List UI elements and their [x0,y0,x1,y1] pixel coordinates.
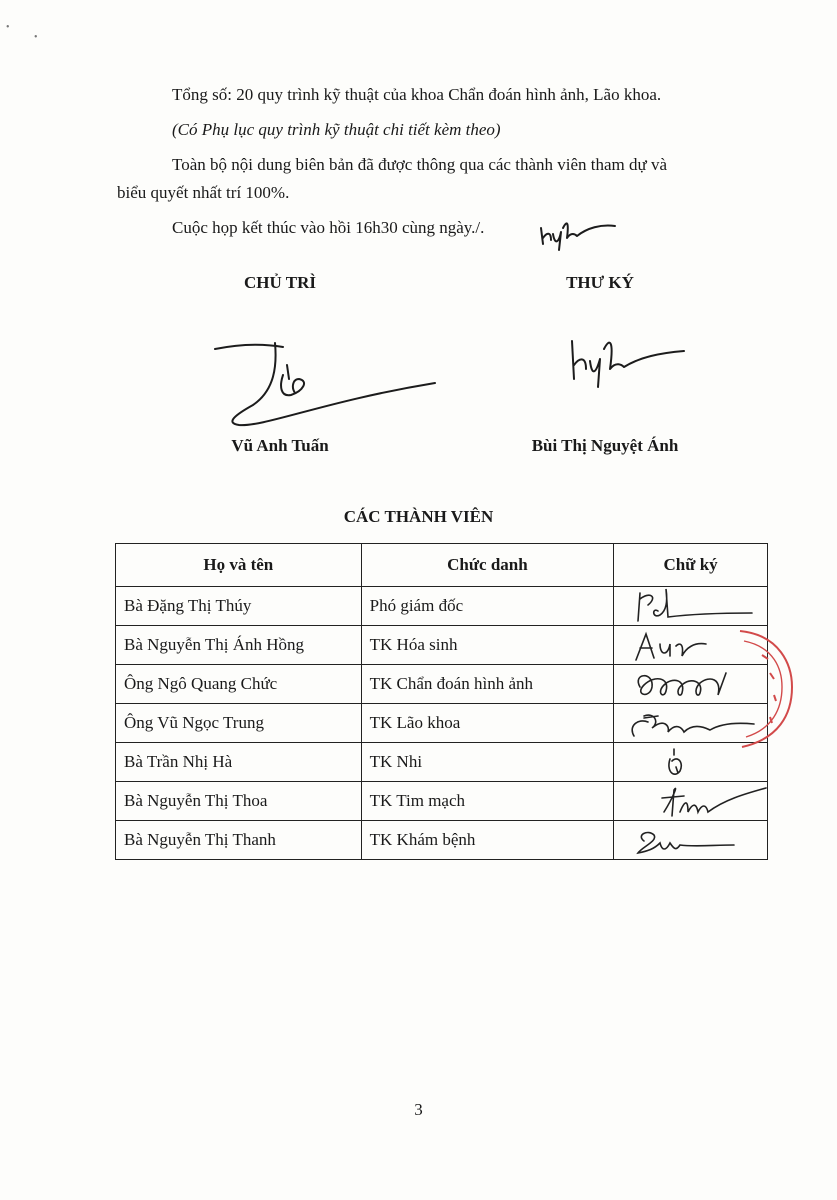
scan-speck: • [34,32,38,43]
table-row [116,704,768,743]
member-title: TK Lão khoa [361,704,614,743]
member-title: TK Chẩn đoán hình ảnh [361,665,614,704]
page-number: 3 [414,1100,423,1119]
signature-scribble [614,821,768,860]
closing-paragraph: Cuộc họp kết thúc vào hồi 16h30 cùng ngày./. [172,218,485,237]
signature-scribble [614,782,768,821]
scan-speck: • [6,22,10,33]
member-title: TK Tim mạch [361,782,614,821]
approval-line-2: biểu quyết nhất trí 100%. [117,183,290,202]
member-name: Bà Nguyễn Thị Thanh [116,821,362,860]
member-signature [614,821,768,860]
member-signature [614,782,768,821]
secretary-role: THƯ KÝ [566,273,634,292]
secretary-name: Bùi Thị Nguyệt Ánh [531,436,679,455]
header-title: Chức danh [361,544,614,587]
appendix-note: (Có Phụ lục quy trình kỹ thuật chi tiết kèm theo) [172,120,501,139]
secretary-signature [560,335,690,390]
member-title: Phó giám đốc [361,587,614,626]
member-title: TK Nhi [361,743,614,782]
red-stamp-icon [722,625,794,751]
member-name: Bà Trần Nhị Hà [116,743,362,782]
approval-line-1: Toàn bộ nội dung biên bản đã được thông qua các thành viên tham dự và [172,155,668,174]
header-signature: Chữ ký [614,544,768,587]
initial-signature [535,212,620,252]
table-row [116,821,768,860]
chair-name: Vũ Anh Tuấn [231,436,329,455]
members-title: CÁC THÀNH VIÊN [343,507,494,526]
header-name: Họ và tên [116,544,362,587]
signature-scribble [614,587,768,626]
table-row [116,743,768,782]
table-row [116,782,768,821]
table-row [116,665,768,704]
member-name: Ông Vũ Ngọc Trung [116,704,362,743]
table-row [116,587,768,626]
chair-signature [205,335,445,435]
member-name: Bà Nguyễn Thị Ánh Hồng [116,626,362,665]
member-name: Bà Nguyễn Thị Thoa [116,782,362,821]
table-header-row [116,544,768,587]
chair-role: CHỦ TRÌ [244,273,316,292]
member-signature [614,587,768,626]
member-title: TK Hóa sinh [361,626,614,665]
table-row [116,626,768,665]
members-table [115,543,768,860]
total-paragraph: Tổng số: 20 quy trình kỹ thuật của khoa Chẩn đoán hình ảnh, Lão khoa. [172,85,662,104]
member-name: Bà Đặng Thị Thúy [116,587,362,626]
member-title: TK Khám bệnh [361,821,614,860]
member-name: Ông Ngô Quang Chức [116,665,362,704]
